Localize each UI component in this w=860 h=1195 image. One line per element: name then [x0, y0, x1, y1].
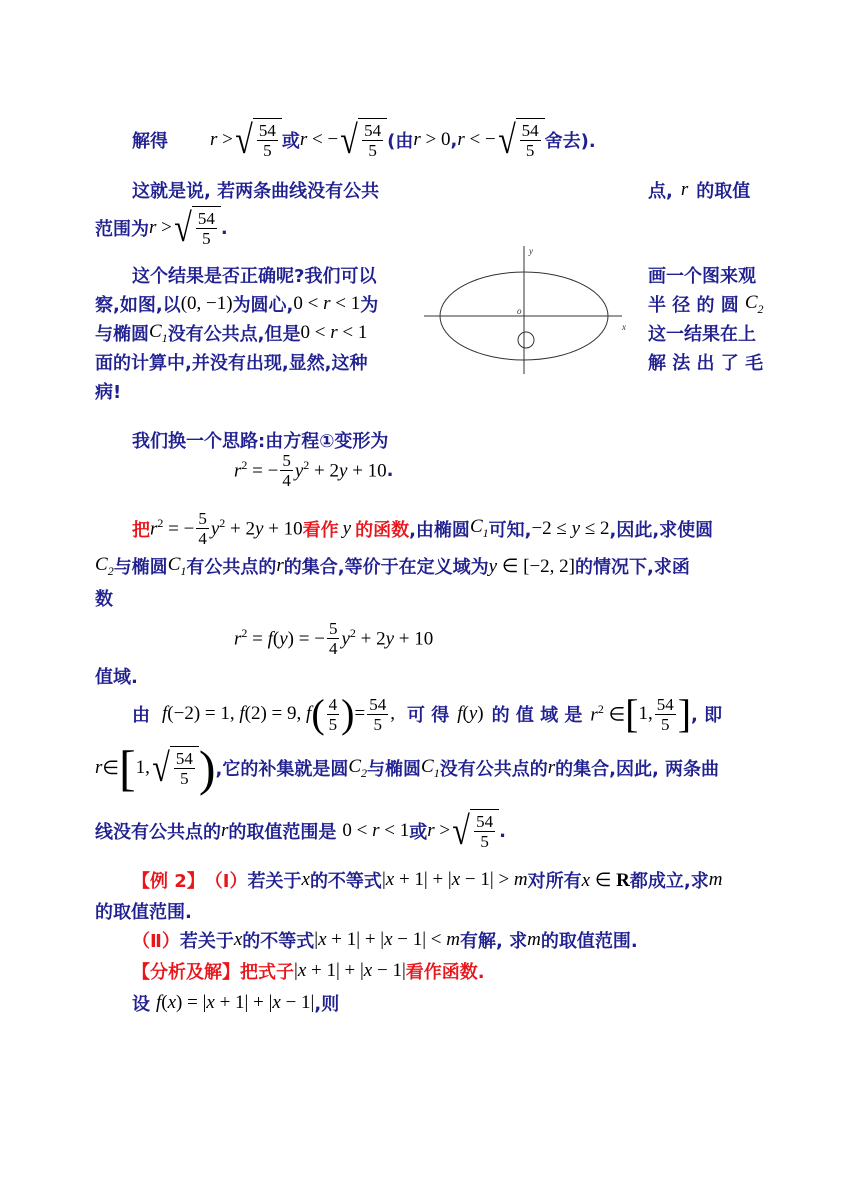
example2-line2: 的取值范围. [95, 902, 192, 923]
example-tag: 【例 2】 [132, 871, 205, 892]
equation-2: $r^2 = f(y)$ = − $\frac{5}{4}$ $y^2 + 2y + 10$ [234, 619, 434, 658]
statement-line-right: 点, r 的取值 [648, 179, 751, 202]
para8-line2: r ∈ [ 1, √ $\frac{54}{5}$ ) ,它的补集就是圆 $C_2$ 与椭圆 $C_1$ 没有公共点的 r 的集合,因此, 两条曲 [95, 740, 720, 796]
para4-right4: 解 法 出 了 毛 [648, 353, 764, 374]
solution-line: 解得 r > √ $\frac{54}{5}$ 或 r < − √ $\frac{54}{5}$ (由 r > 0 , r < − √ $\frac{54}{5}$ 舍去). [132, 117, 596, 162]
para8-line1: 由 f(−2) = 1, f(2) = 9, f ( $\frac{4}{5}$ ) = $\frac{54}{5}$ , 可 得 f(y) 的 值 域 是 $r^2$ ∈ [ 1, $\frac{54}{5}$ ] , 即 [132, 691, 723, 736]
lead-text: 解得 [132, 131, 168, 152]
para4-line5: 病! [95, 382, 122, 403]
para6-line2: $C_2$ 与椭圆 $C_1$ 有公共点的 r 的集合,等价于在定义域为 y ∈ [−2, 2] 的情况下,求函 [95, 553, 690, 578]
x-axis-label: x [622, 322, 626, 332]
range-line: 范围为 r > √ $\frac{54}{5}$ . [95, 205, 228, 250]
para4-right3: 这一结果在上 [648, 324, 756, 345]
y-axis-label: y [529, 246, 533, 256]
para6-line1: 把 $r^2$ = − $\frac{5}{4}$ $y^2 + 2y + 10$ 看作 y 的函数 ,由椭圆 $C_1$ 可知, −2 ≤ y ≤ 2 ,因此,求使圆 [132, 509, 714, 548]
para4-right1: 画一个图来观 [648, 266, 756, 287]
statement-line: 这就是说, 若两条曲线没有公共 [132, 181, 380, 202]
equation-1: $r^2$ = − $\frac{5}{4}$ $y^2 + 2y + 10$ . [234, 451, 394, 490]
para7-line: 值域. [95, 667, 138, 688]
circle-c2 [518, 332, 534, 348]
para4-line1: 这个结果是否正确呢?我们可以 [132, 266, 377, 287]
example2-line1: 【例 2】 （Ⅰ） 若关于 x 的不等式 |x + 1| + |x − 1| > m 对所有 x ∈ R 都成立,求 m [132, 869, 723, 892]
para5-line: 我们换一个思路:由方程①变形为 [132, 431, 389, 452]
para4-line2: 察,如图,以 (0, −1) 为圆心, 0 < r < 1 为 [95, 293, 379, 316]
para8-line3: 线没有公共点的 r 的取值范围是 0 < r < 1 或 r > √ $\frac{54}{5}$ . [95, 808, 506, 853]
ellipse-figure [418, 244, 628, 376]
para6-line3: 数 [95, 589, 113, 610]
example2-part2: （Ⅱ） 若关于 x 的不等式 |x + 1| + |x − 1| < m 有解, 求 m 的取值范围. [132, 929, 638, 952]
para4-line3: 与椭圆 $C_1$ 没有公共点,但是 0 < r < 1 [95, 320, 368, 345]
analysis-line: 【分析及解】 把式子 |x + 1| + |x − 1| 看作函数. [132, 960, 485, 983]
sqrt-expr: √ $\frac{54}{5}$ [233, 118, 282, 162]
para4-right2: 半 径 的 圆 $C_2$ [648, 291, 764, 316]
origin-label: o [517, 306, 522, 316]
definition-line: 设 f(x) = |x + 1| + |x − 1| ,则 [132, 992, 340, 1015]
para4-line4: 面的计算中,并没有出现,显然,这种 [95, 353, 368, 374]
